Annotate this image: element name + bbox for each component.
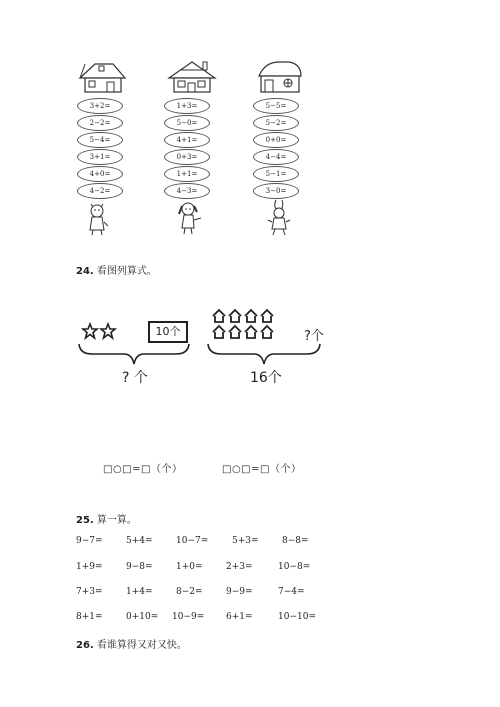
arithmetic-item: 10−9=: [172, 612, 205, 622]
equation-oval: 5−1=: [253, 166, 299, 182]
left-question-label: ? 个: [122, 370, 148, 386]
rabbit-icon: [267, 198, 293, 236]
arithmetic-item: 9−8=: [126, 562, 153, 572]
right-question-label: ?个: [304, 329, 324, 344]
arithmetic-item: 10−8=: [278, 562, 311, 572]
arithmetic-item: 2+3=: [226, 562, 253, 572]
equation-oval: 3−0=: [253, 183, 299, 199]
equation-oval: 4−3=: [164, 183, 210, 199]
question-26-title: [76, 636, 187, 651]
arithmetic-item: 9−7=: [76, 536, 103, 546]
arithmetic-item: 0+10=: [126, 612, 159, 622]
star-icon: [100, 323, 116, 339]
question-25-title: [76, 511, 137, 526]
arithmetic-item: 7+3=: [76, 587, 103, 597]
equation-oval: 5−0=: [164, 115, 210, 131]
dog-icon: [177, 200, 205, 236]
equation-oval: 4−4=: [253, 149, 299, 165]
arrow-house-icon: [261, 326, 273, 338]
arithmetic-item: 10−7=: [176, 536, 209, 546]
arrow-house-icon: [229, 326, 241, 338]
arrow-house-icon: [229, 310, 241, 322]
equation-oval: 4+0=: [77, 166, 123, 182]
left-brace: [78, 342, 198, 366]
equation-oval: 1+3=: [164, 98, 210, 114]
equation-oval: 0+3=: [164, 149, 210, 165]
right-brace: [207, 342, 327, 366]
equation-oval: 0+0=: [253, 132, 299, 148]
equation-oval: 5−4=: [77, 132, 123, 148]
arrow-house-icon: [245, 326, 257, 338]
arithmetic-item: 5+3=: [232, 536, 259, 546]
arithmetic-item: 9−9=: [226, 587, 253, 597]
question-text: 看谁算得又对又快。: [96, 640, 187, 651]
formula-blank-right[interactable]: □○□=□（个）: [222, 464, 302, 475]
equation-oval: 3+1=: [77, 149, 123, 165]
question-24-title: [76, 262, 157, 277]
cat-icon: [86, 200, 110, 236]
equation-oval: 4−2=: [77, 183, 123, 199]
house-icon: [167, 60, 217, 94]
arithmetic-item: 7−4=: [278, 587, 305, 597]
equation-oval: 1+1=: [164, 166, 210, 182]
star-icon: [82, 323, 98, 339]
arrow-house-group: [212, 309, 272, 339]
question-number: 26.: [76, 640, 94, 651]
formula-blank-left[interactable]: □○□=□（个）: [103, 464, 183, 475]
arrow-house-icon: [213, 326, 225, 338]
arithmetic-item: 8−2=: [176, 587, 203, 597]
arithmetic-item: 1+9=: [76, 562, 103, 572]
arithmetic-item: 10−10=: [278, 612, 316, 622]
arithmetic-item: 6+1=: [226, 612, 253, 622]
house-icon: [77, 60, 127, 94]
count-box-label: 10个: [155, 325, 181, 338]
right-total-label: 16个: [250, 370, 282, 386]
arithmetic-item: 1+4=: [126, 587, 153, 597]
question-number: 25.: [76, 515, 94, 526]
arithmetic-item: 8−8=: [282, 536, 309, 546]
arithmetic-item: 8+1=: [76, 612, 103, 622]
equation-oval: 5−5=: [253, 98, 299, 114]
question-text: 算一算。: [96, 515, 137, 526]
count-box: [148, 321, 188, 343]
equation-oval: 3+2=: [77, 98, 123, 114]
arrow-house-icon: [213, 310, 225, 322]
question-number: 24.: [76, 266, 94, 277]
question-text: 看图列算式。: [96, 266, 157, 277]
arithmetic-item: 5+4=: [126, 536, 153, 546]
equation-oval: 4+1=: [164, 132, 210, 148]
equation-oval: 5−2=: [253, 115, 299, 131]
arithmetic-item: 1+0=: [176, 562, 203, 572]
house-icon: [255, 60, 305, 94]
equation-oval: 2−2=: [77, 115, 123, 131]
arrow-house-icon: [261, 310, 273, 322]
arrow-house-icon: [245, 310, 257, 322]
